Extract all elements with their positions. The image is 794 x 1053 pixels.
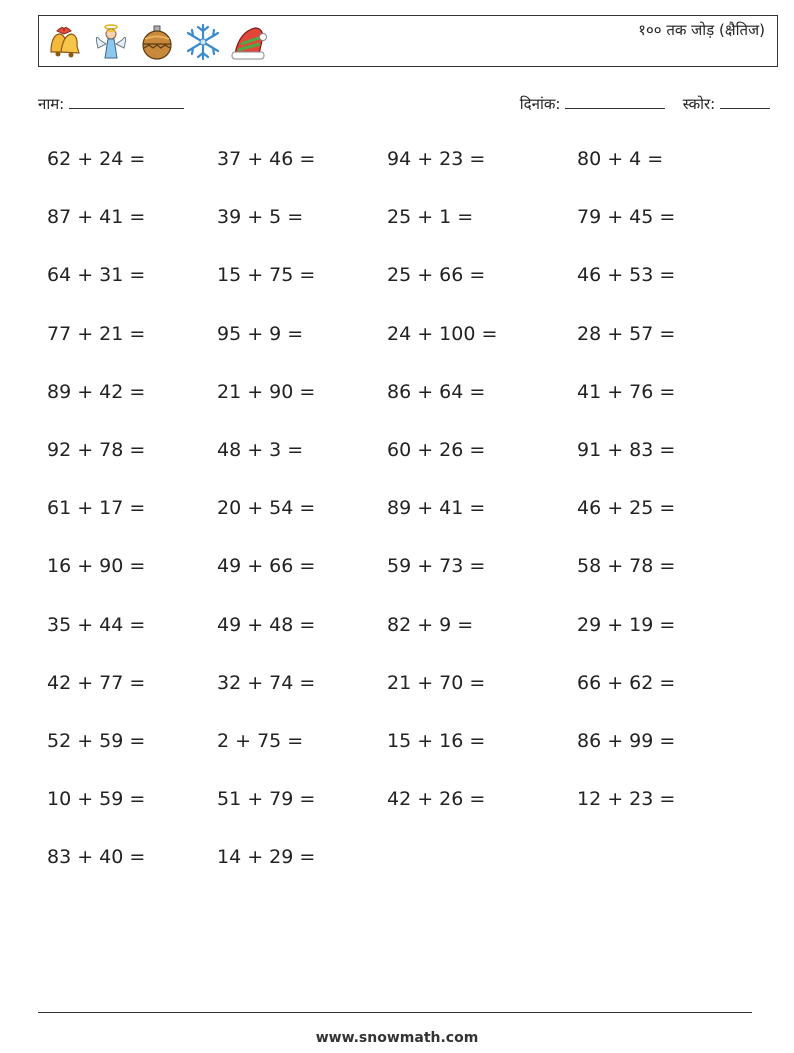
problem-item: 29 + 19 = — [577, 614, 676, 636]
score-line — [720, 94, 770, 109]
santa-hat-icon — [229, 22, 271, 62]
problem-item: 42 + 77 = — [47, 672, 146, 694]
problem-item: 15 + 16 = — [387, 730, 486, 752]
problem-item: 24 + 100 = — [387, 323, 498, 345]
problem-item: 46 + 53 = — [577, 264, 676, 286]
icon-row — [43, 22, 271, 62]
problem-item: 35 + 44 = — [47, 614, 146, 636]
problem-item: 52 + 59 = — [47, 730, 146, 752]
footer-divider — [38, 1012, 752, 1013]
problem-item: 10 + 59 = — [47, 788, 146, 810]
problem-item: 86 + 64 = — [387, 381, 486, 403]
problem-item: 87 + 41 = — [47, 206, 146, 228]
footer-website: www.snowmath.com — [315, 1030, 479, 1046]
ornament-icon — [137, 22, 177, 62]
problem-item: 51 + 79 = — [217, 788, 316, 810]
problem-item: 28 + 57 = — [577, 323, 676, 345]
problem-item: 25 + 1 = — [387, 206, 474, 228]
problem-item: 82 + 9 = — [387, 614, 474, 636]
problem-item: 92 + 78 = — [47, 439, 146, 461]
date-score-fields — [520, 94, 770, 114]
problem-item: 42 + 26 = — [387, 788, 486, 810]
problem-item: 49 + 66 = — [217, 555, 316, 577]
problem-item: 58 + 78 = — [577, 555, 676, 577]
problem-item: 15 + 75 = — [217, 264, 316, 286]
problem-item: 2 + 75 = — [217, 730, 304, 752]
angel-icon — [91, 22, 131, 62]
problem-item: 14 + 29 = — [217, 846, 316, 868]
problem-item: 59 + 73 = — [387, 555, 486, 577]
name-label: नाम: — [38, 95, 65, 113]
problem-item: 41 + 76 = — [577, 381, 676, 403]
name-line — [69, 94, 184, 109]
problem-item: 32 + 74 = — [217, 672, 316, 694]
problem-item: 64 + 31 = — [47, 264, 146, 286]
problem-item: 62 + 24 = — [47, 148, 146, 170]
problem-item: 66 + 62 = — [577, 672, 676, 694]
problem-item: 83 + 40 = — [47, 846, 146, 868]
bells-icon — [43, 22, 85, 62]
problem-item: 79 + 45 = — [577, 206, 676, 228]
header-box — [38, 15, 778, 67]
name-field — [38, 94, 184, 114]
problem-item: 61 + 17 = — [47, 497, 146, 519]
problem-item: 37 + 46 = — [217, 148, 316, 170]
worksheet-title: १०० तक जोड़ (क्षैतिज) — [638, 21, 765, 39]
problem-item: 77 + 21 = — [47, 323, 146, 345]
problem-item: 25 + 66 = — [387, 264, 486, 286]
problem-item: 48 + 3 = — [217, 439, 304, 461]
problem-item: 91 + 83 = — [577, 439, 676, 461]
problem-item: 60 + 26 = — [387, 439, 486, 461]
score-label: स्कोर: — [682, 95, 716, 113]
problem-item: 12 + 23 = — [577, 788, 676, 810]
problem-item: 86 + 99 = — [577, 730, 676, 752]
snowflake-icon — [183, 22, 223, 62]
date-line — [565, 94, 665, 109]
problem-item: 21 + 70 = — [387, 672, 486, 694]
problem-item: 46 + 25 = — [577, 497, 676, 519]
problem-item: 89 + 41 = — [387, 497, 486, 519]
problem-item: 80 + 4 = — [577, 148, 664, 170]
problem-item: 16 + 90 = — [47, 555, 146, 577]
problem-item: 95 + 9 = — [217, 323, 304, 345]
problem-item: 20 + 54 = — [217, 497, 316, 519]
problem-item: 21 + 90 = — [217, 381, 316, 403]
problem-item: 39 + 5 = — [217, 206, 304, 228]
problem-item: 94 + 23 = — [387, 148, 486, 170]
date-label: दिनांक: — [519, 95, 561, 113]
problem-item: 89 + 42 = — [47, 381, 146, 403]
problem-item: 49 + 48 = — [217, 614, 316, 636]
